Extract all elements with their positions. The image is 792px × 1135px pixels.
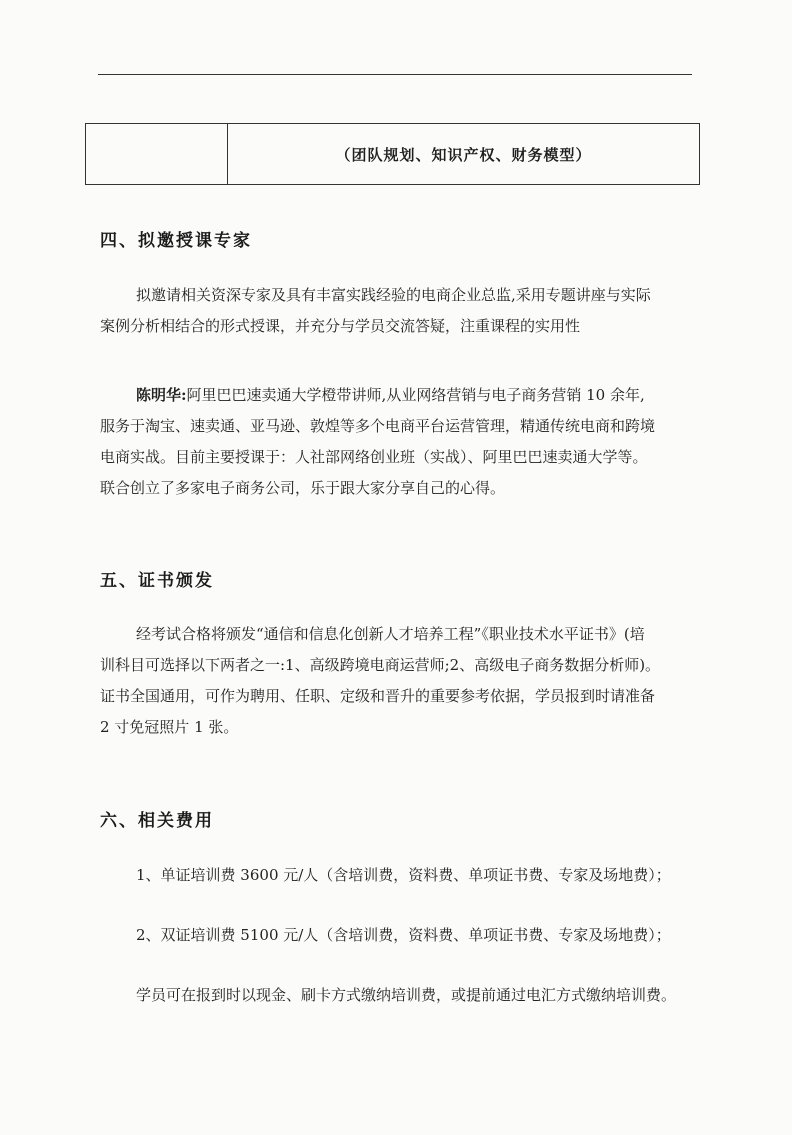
expert-name: 陈明华:	[136, 386, 187, 404]
paragraph-line	[100, 380, 692, 411]
course-table	[85, 123, 700, 185]
table-right-cell: （团队规划、知识产权、财务模型）	[335, 145, 592, 164]
expert-bio-paragraph	[100, 380, 692, 504]
section-heading-certificate: 五、证书颁发	[100, 571, 214, 591]
paragraph-line: 经考试合格将颁发“通信和信息化创新人才培养工程”《职业技术水平证书》(培	[136, 625, 645, 643]
paragraph-line: 服务于淘宝、速卖通、亚马逊、敦煌等多个电商平台运营管理，精通传统电商和跨境	[100, 417, 656, 435]
table-left-cell	[86, 124, 228, 184]
paragraph-line: 拟邀请相关资深专家及具有丰富实践经验的电商企业总监,采用专题讲座与实际	[136, 286, 651, 304]
paragraph-line: 2、双证培训费 5100 元/人（含培训费，资料费、单项证书费、专家及场地费）；	[136, 926, 671, 944]
paragraph-line: 1、单证培训费 3600 元/人（含培训费，资料费、单项证书费、专家及场地费）；	[136, 866, 671, 884]
expert-bio-text: 阿里巴巴速卖通大学橙带讲师,从业网络营销与电子商务营销 10 余年,	[186, 386, 645, 404]
payment-note	[100, 980, 692, 1011]
paragraph-line: 2 寸免冠照片 1 张。	[100, 718, 239, 736]
paragraph-line: 联合创立了多家电子商务公司，乐于跟大家分享自己的心得。	[100, 479, 506, 497]
fee-item-2	[100, 920, 692, 951]
paragraph-line: 学员可在报到时以现金、刷卡方式缴纳培训费，或提前通过电汇方式缴纳培训费。	[136, 986, 677, 1004]
section-heading-fees: 六、相关费用	[100, 811, 214, 831]
paragraph-line: 训科目可选择以下两者之一:1、高级跨境电商运营师;2、高级电子商务数据分析师)。	[100, 656, 661, 674]
paragraph-line: 证书全国通用，可作为聘用、任职、定级和晋升的重要参考依据，学员报到时请准备	[100, 687, 656, 705]
section-heading-experts: 四、拟邀授课专家	[100, 231, 252, 251]
header-rule	[98, 74, 692, 75]
paragraph-line: 电商实战。目前主要授课于：人社部网络创业班（实战）、阿里巴巴速卖通大学等。	[100, 448, 648, 466]
experts-intro-paragraph	[100, 280, 692, 342]
certificate-paragraph	[100, 619, 692, 743]
fee-item-1	[100, 860, 692, 891]
paragraph-line: 案例分析相结合的形式授课，并充分与学员交流答疑，注重课程的实用性	[100, 317, 581, 335]
